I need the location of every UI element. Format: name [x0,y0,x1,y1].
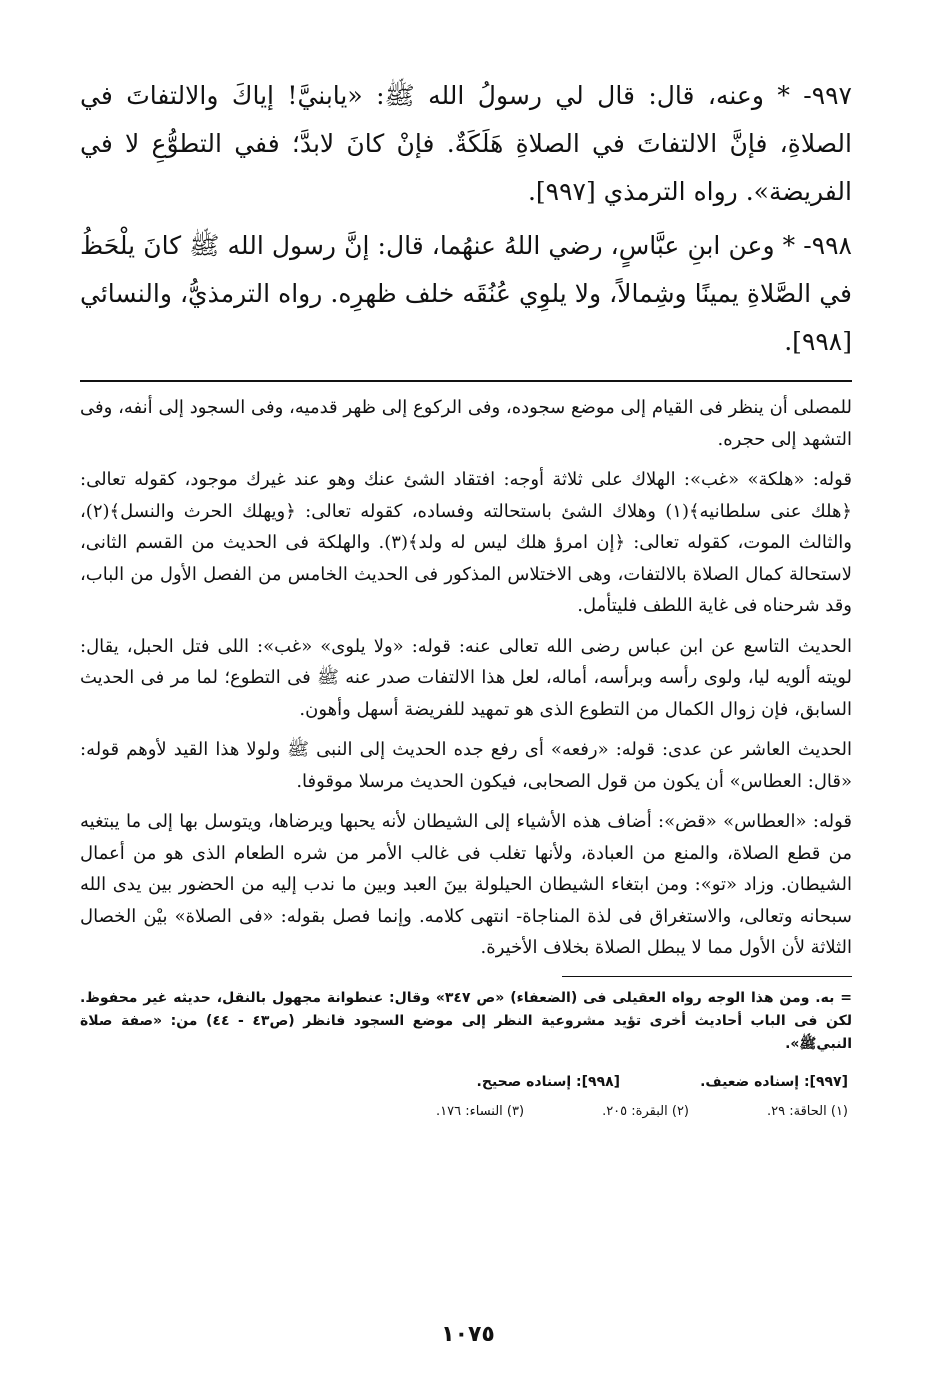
reference-2: (٢) البقرة: ٢٠٥. [602,1103,689,1119]
footnote-divider [562,976,852,977]
hadith-997: ٩٩٧- * وعنه، قال: قال لي رسولُ الله ﷺ: «يابنيَّ! إياكَ والالتفاتَ في الصلاةِ، فإنَّ الالتفاتَ في الصلاةِ هَلَكَةٌ. فإنْ كانَ لابدَّ؛ ففي التطوُّعِ لا في الفريضة». رواه الترمذي [٩٩٧]. [80,81,852,206]
page-number: ١٠٧٥ [441,1322,495,1347]
grading-998: [٩٩٨]: إسناده صحيح. [476,1073,621,1090]
hadith-gradings [80,1070,848,1094]
commentary-paragraph: الحديث العاشر عن عدى: قوله: «رفعه» أى رفع جده الحديث إلى النبى ﷺ ولولا هذا القيد لأوهم قوله: «قال: العطاس» أن يكون من قول الصحابى، فيكون الحديث مرسلا موقوفا. [80,739,852,792]
reference-1: (١) الحاقة: ٢٩. [767,1103,848,1119]
commentary-paragraph: قوله: «العطاس» «قض»: أضاف هذه الأشياء إلى الشيطان لأنه يحبها ويرضاها، ويتوسل بها إلى ما يبتغيه من قطع الصلاة، والمنع من العبادة، ولأنها تغلب فى غالب الأمر من شره الطعام الذى هو من أعمال الشيطان. وزاد «تو»: ومن ابتغاء الشيطان الحيلولة بينَ العبد وبين ما ندب إليه من الحضور بين يدى الله سبحانه وتعالى، والاستغراق فى لذة المناجاة- انتهى كلامه. وإنما فصل بقوله: «فى الصلاة» بيْن الخصال الثلاثة لأن الأول مما لا يبطل الصلاة بخلاف الأخيرة. [80,811,852,958]
commentary-paragraph: للمصلى أن ينظر فى القيام إلى موضع سجوده، وفى الركوع إلى ظهر قدميه، وفى السجود إلى أنفه، وفى التشهد إلى حجره. [80,397,852,450]
commentary-paragraph: قوله: «هلكة» «غب»: الهلاك على ثلاثة أوجه: افتقاد الشئ عنك وهو عند غيرك موجود، كقوله تعالى: ﴿هلك عنى سلطانيه﴾(١) وهلاك الشئ باستحالته وفساده، كقوله تعالى: ﴿ويهلك الحرث والنسل﴾(٢)، والثالث الموت، كقوله تعالى: ﴿إن امرؤ هلك ليس له ولد﴾(٣). والهلكة فى الحديث من القسم الثانى، لاستحالة كمال الصلاة بالالتفات، وهى الاختلاس المذكور فى الحديث الخامس من الفصل الأول من الباب، وقد شرحناه فى غاية اللطف فليتأمل. [80,469,852,616]
commentary-section [80,392,852,964]
hadith-998: ٩٩٨- * وعن ابنِ عبَّاسٍ، رضي اللهُ عنهُما، قال: إنَّ رسول الله ﷺ كانَ يلْحَظُ في الصَّلاةِ يمينًا وشِمالاً، ولا يلوِي عُنُقَه خلف ظهرِه. رواه الترمذيُّ، والنسائي [٩٩٨]. [80,231,852,356]
quran-references [80,1100,848,1124]
reference-3: (٣) النساء: ١٧٦. [436,1103,525,1119]
section-divider [80,380,852,382]
grading-997: [٩٩٧]: إسناده ضعيف. [700,1073,848,1090]
footnote-text: = به. ومن هذا الوجه رواه العقيلى فى (الضعفاء) «ص ٣٤٧» وقال: عنطوانة مجهول بالنقل، حديثه غير محفوظ. لكن فى الباب أحاديث أخرى تؤيد مشروعية النظر إلى موضع السجود فانظر (ص٤٣ - ٤٤) من: «صفة صلاة النبيﷺ». [80,989,853,1052]
commentary-paragraph: الحديث التاسع عن ابن عباس رضى الله تعالى عنه: قوله: «ولا يلوى» «غب»: اللى فتل الحبل، يقال: لويته ألويه ليا، ولوى رأسه وبرأسه، أماله، لعل هذا الالتفات صدر عنه ﷺ فى التطوع؛ لما مر فى الحديث السابق، فإن زوال الكمال من التطوع الذى هو تمهيد للفريضة أسهل وأهون. [80,635,852,720]
